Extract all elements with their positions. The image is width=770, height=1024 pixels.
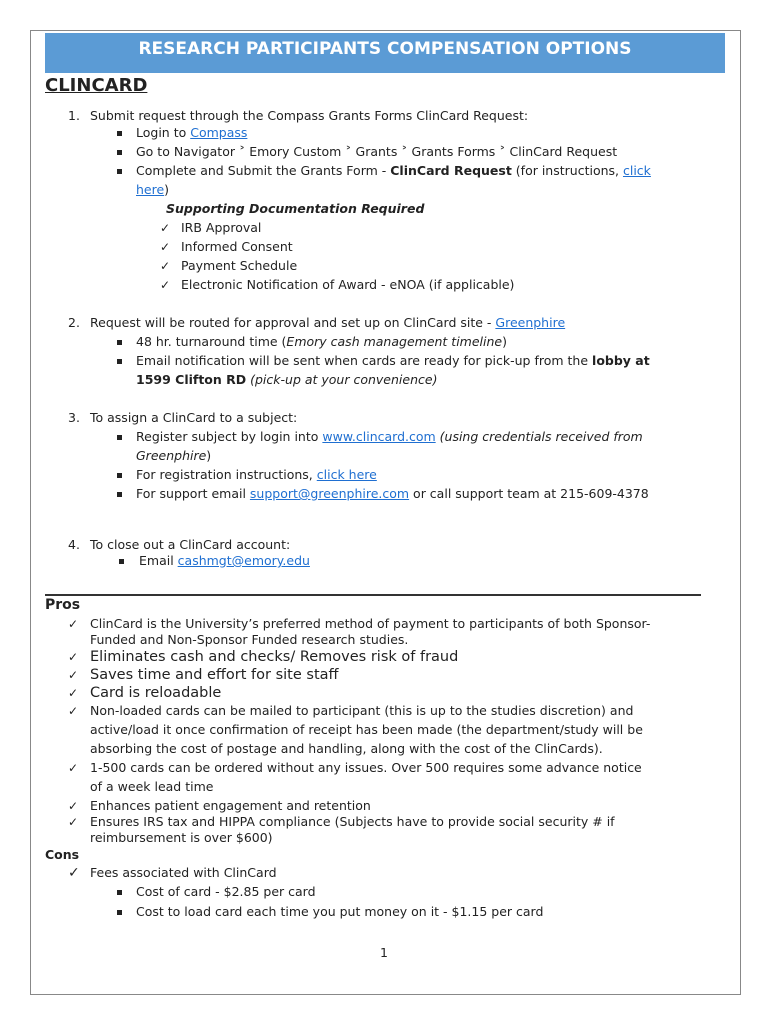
- check-icon: ✓: [68, 650, 79, 664]
- check-icon: ✓: [160, 221, 171, 235]
- item-text: ): [164, 182, 170, 197]
- check-icon: ✓: [160, 259, 171, 273]
- item-italic: Emory cash management timeline: [286, 334, 503, 349]
- item-text: Request will be routed for approval and set up on ClinCard site -: [90, 315, 496, 330]
- check-icon: ✓: [68, 668, 79, 682]
- instructions-link[interactable]: here: [136, 182, 165, 197]
- list-item: Cost to load card each time you put money on it - $1.15 per card: [136, 904, 544, 919]
- pros-item: reimbursement is over $600): [90, 830, 273, 845]
- list-item: [136, 163, 651, 179]
- list-item-cont: [136, 372, 437, 388]
- bullet-icon: [117, 890, 122, 895]
- check-icon: ✓: [68, 815, 79, 829]
- compass-link[interactable]: Compass: [190, 125, 248, 140]
- list-item-cont: [136, 182, 169, 198]
- pros-item: active/load it once confirmation of receipt has been made (the department/study will be: [90, 722, 643, 737]
- pros-item: Enhances patient engagement and retention: [90, 798, 371, 813]
- item-text: Login to: [136, 125, 191, 140]
- list-item: [139, 553, 310, 569]
- greenphire-link[interactable]: Greenphire: [495, 315, 566, 330]
- cons-heading: Cons: [45, 847, 80, 862]
- clincard-link[interactable]: www.clincard.com: [322, 429, 436, 444]
- item-bold: 1599 Clifton RD: [136, 372, 247, 387]
- list-item: [136, 125, 247, 141]
- item-bold: ClinCard Request: [390, 163, 512, 178]
- item-italic: (pick-up at your convenience): [246, 372, 438, 387]
- pros-item: Eliminates cash and checks/ Removes risk of fraud: [90, 649, 459, 665]
- document-title-banner: RESEARCH PARTICIPANTS COMPENSATION OPTIONS: [45, 33, 725, 73]
- doc-item: IRB Approval: [181, 220, 262, 235]
- list-item: [136, 429, 643, 445]
- list-item: [136, 334, 507, 350]
- list-item-cont: [136, 448, 211, 464]
- bullet-icon: [117, 169, 122, 174]
- cashmgt-email-link[interactable]: cashmgt@emory.edu: [177, 553, 310, 568]
- pros-item: Ensures IRS tax and HIPPA compliance (Subjects have to provide social security # if: [90, 814, 615, 829]
- check-icon: ✓: [68, 686, 79, 700]
- doc-item: Payment Schedule: [181, 258, 298, 273]
- step-text: To assign a ClinCard to a subject:: [90, 410, 298, 425]
- step-text: To close out a ClinCard account:: [90, 537, 291, 552]
- pros-heading: Pros: [45, 597, 81, 613]
- support-email-link[interactable]: support@greenphire.com: [249, 486, 410, 501]
- bullet-icon: [117, 150, 122, 155]
- item-text: 48 hr. turnaround time (: [136, 334, 287, 349]
- pros-item: ClinCard is the University’s preferred method of payment to participants of both Sponsor-: [90, 616, 651, 631]
- item-text: Complete and Submit the Grants Form -: [136, 163, 391, 178]
- step-number: 2.: [68, 315, 80, 330]
- item-text: Register subject by login into: [136, 429, 323, 444]
- pros-item: Funded and Non-Sponsor Funded research studies.: [90, 632, 409, 647]
- doc-item: Electronic Notification of Award - eNOA (if applicable): [181, 277, 515, 292]
- check-icon: ✓: [68, 799, 79, 813]
- pros-item: Saves time and effort for site staff: [90, 667, 339, 683]
- item-text: Email notification will be sent when cards are ready for pick-up from the: [136, 353, 593, 368]
- item-text: or call support team at 215-609-4378: [409, 486, 649, 501]
- step-text: [90, 315, 565, 331]
- check-icon: ✓: [68, 761, 79, 775]
- item-text: For support email: [136, 486, 250, 501]
- bullet-icon: [117, 473, 122, 478]
- item-text: ): [502, 334, 507, 349]
- bullet-icon: [117, 435, 122, 440]
- check-icon: ✓: [68, 617, 79, 631]
- pros-item: of a week lead time: [90, 779, 214, 794]
- check-icon: ✓: [68, 865, 80, 881]
- bullet-icon: [117, 910, 122, 915]
- bullet-icon: [119, 559, 124, 564]
- pros-item: Card is reloadable: [90, 685, 222, 701]
- item-text: For registration instructions,: [136, 467, 317, 482]
- registration-link[interactable]: click here: [316, 467, 377, 482]
- step-number: 4.: [68, 537, 80, 552]
- step-number: 1.: [68, 108, 80, 123]
- list-item: Fees associated with ClinCard: [90, 865, 277, 880]
- list-item: Go to Navigator ˃ Emory Custom ˃ Grants ˃ Grants Forms ˃ ClinCard Request: [136, 144, 618, 159]
- pros-item: 1-500 cards can be ordered without any issues. Over 500 requires some advance notice: [90, 760, 642, 775]
- item-text: (for instructions,: [511, 163, 623, 178]
- docs-heading: Supporting Documentation Required: [166, 201, 425, 216]
- section-heading: CLINCARD: [45, 75, 148, 96]
- step-number: 3.: [68, 410, 80, 425]
- pros-item: absorbing the cost of postage and handling, along with the cost of the ClinCards).: [90, 741, 603, 756]
- doc-item: Informed Consent: [181, 239, 293, 254]
- check-icon: ✓: [68, 704, 79, 718]
- check-icon: ✓: [160, 278, 171, 292]
- item-text: Email: [139, 553, 178, 568]
- list-item: [136, 353, 650, 369]
- bullet-icon: [117, 492, 122, 497]
- list-item: [136, 486, 649, 502]
- list-item: Cost of card - $2.85 per card: [136, 884, 316, 899]
- divider: [45, 594, 701, 596]
- bullet-icon: [117, 359, 122, 364]
- item-italic: Greenphire: [136, 448, 207, 463]
- item-text: ): [206, 448, 212, 463]
- pros-item: Non-loaded cards can be mailed to participant (this is up to the studies discretion) and: [90, 703, 634, 718]
- page-number: 1: [380, 945, 388, 960]
- bullet-icon: [117, 131, 122, 136]
- list-item: [136, 467, 377, 483]
- bullet-icon: [117, 340, 122, 345]
- instructions-link[interactable]: click: [622, 163, 651, 178]
- check-icon: ✓: [160, 240, 171, 254]
- step-text: Submit request through the Compass Grants Forms ClinCard Request:: [90, 108, 529, 123]
- item-italic: (using credentials received from: [435, 429, 643, 444]
- item-bold: lobby at: [592, 353, 650, 368]
